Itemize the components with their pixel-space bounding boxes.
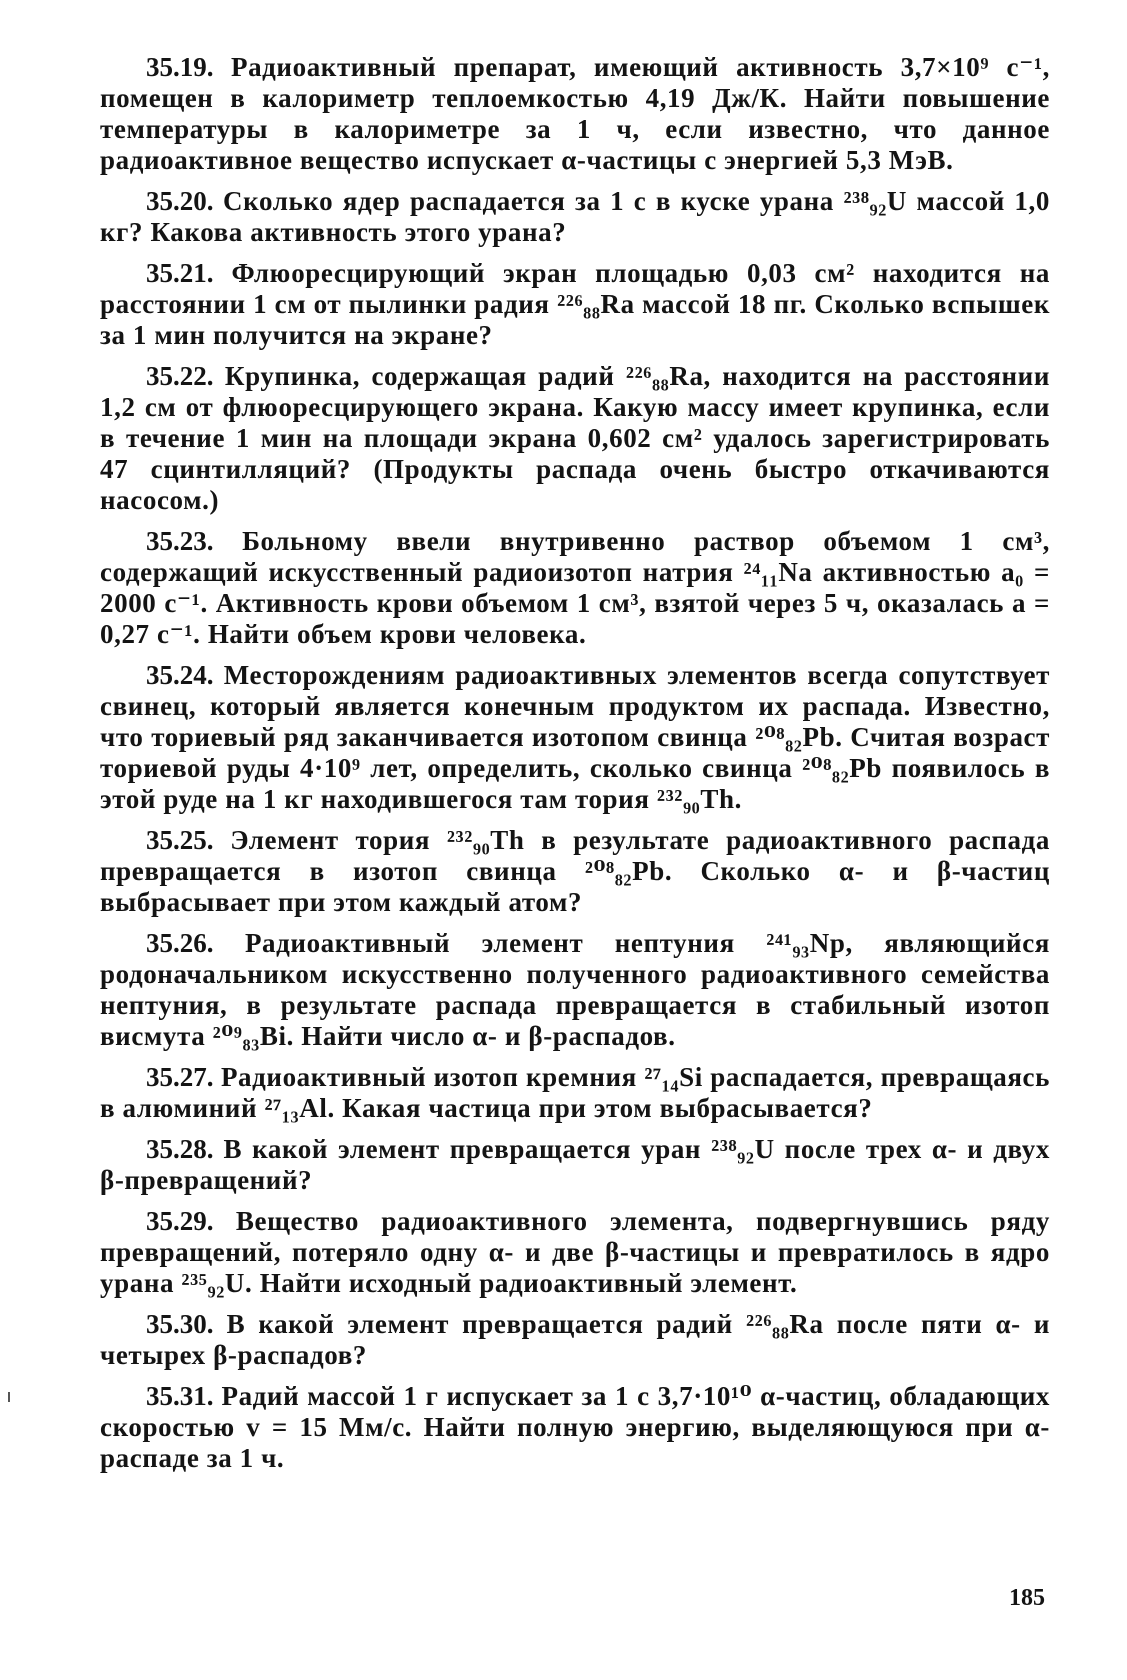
problem-text: Флюоресцирующий экран площадью 0,03 см² находится на расстоянии 1 см от пылинки радия ²²⁶₈₈Ra массой 18 пг. Сколько вспышек за 1 мин получится на экране?: [100, 258, 1050, 350]
problem-35-21: [100, 258, 1050, 351]
problem-number: 35.25.: [146, 825, 214, 855]
problem-number: 35.28.: [146, 1134, 214, 1164]
problem-35-26: [100, 928, 1050, 1052]
problem-35-24: [100, 660, 1050, 815]
problem-35-19: [100, 52, 1050, 176]
problem-35-31: [100, 1381, 1050, 1474]
problem-35-23: [100, 526, 1050, 650]
problem-35-29: [100, 1206, 1050, 1299]
problem-text: В какой элемент превращается радий ²²⁶₈₈Ra после пяти α- и четырех β-распадов?: [100, 1309, 1050, 1370]
problem-text: Больному ввели внутривенно раствор объемом 1 см³, содержащий искусственный радиоизотоп натрия ²⁴₁₁Na активностью a₀ = 2000 с⁻¹. Активность крови объемом 1 см³, взятой через 5 ч, оказалась a = 0,27 с⁻¹. Найти объем крови человека.: [100, 526, 1050, 649]
problem-text: Радий массой 1 г испускает за 1 с 3,7·10¹⁰ α-частиц, обладающих скоростью v = 15 Мм/с. Найти полную энергию, выделяющуюся при α-распаде за 1 ч.: [100, 1381, 1050, 1473]
problem-number: 35.21.: [146, 258, 214, 288]
problem-text: Сколько ядер распадается за 1 с в куске урана ²³⁸₉₂U массой 1,0 кг? Какова активность этого урана?: [100, 186, 1050, 247]
problem-number: 35.19.: [146, 52, 214, 82]
problem-text: Радиоактивный элемент нептуния ²⁴¹₉₃Np, являющийся родоначальником искусственно полученного радиоактивного семейства нептуния, в результате распада превращается в стабильный изотоп висмута ²⁰⁹₈₃Bi. Найти число α- и β-распадов.: [100, 928, 1050, 1051]
problem-number: 35.27.: [146, 1062, 214, 1092]
problem-number: 35.24.: [146, 660, 214, 690]
problem-35-28: [100, 1134, 1050, 1196]
problem-text: Элемент тория ²³²₉₀Th в результате радиоактивного распада превращается в изотоп свинца ²⁰⁸₈₂Pb. Сколько α- и β-частиц выбрасывает при этом каждый атом?: [100, 825, 1050, 917]
problem-text: В какой элемент превращается уран ²³⁸₉₂U после трех α- и двух β-превращений?: [100, 1134, 1050, 1195]
problem-number: 35.22.: [146, 361, 214, 391]
problem-number: 35.30.: [146, 1309, 214, 1339]
page-number: 185: [1009, 1585, 1045, 1611]
problem-35-27: [100, 1062, 1050, 1124]
margin-mark: [8, 1392, 10, 1402]
problem-number: 35.26.: [146, 928, 214, 958]
problem-text: Радиоактивный препарат, имеющий активность 3,7×10⁹ с⁻¹, помещен в калориметр теплоемкостью 4,19 Дж/К. Найти повышение температуры в калориметре за 1 ч, если известно, что данное радиоактивное вещество испускает α-частицы с энергией 5,3 МэВ.: [100, 52, 1050, 175]
problem-text: Вещество радиоактивного элемента, подвергнувшись ряду превращений, потеряло одну α- и две β-частицы и превратилось в ядро урана ²³⁵₉₂U. Найти исходный радиоактивный элемент.: [100, 1206, 1050, 1298]
problem-35-20: [100, 186, 1050, 248]
problem-35-30: [100, 1309, 1050, 1371]
problem-text: Месторождениям радиоактивных элементов всегда сопутствует свинец, который является конечным продуктом их распада. Известно, что ториевый ряд заканчивается изотопом свинца ²⁰⁸₈₂Pb. Считая возраст ториевой руды 4·10⁹ лет, определить, сколько свинца ²⁰⁸₈₂Pb появилось в этой руде на 1 кг находившегося там тория ²³²₉₀Th.: [100, 660, 1050, 814]
problem-number: 35.20.: [146, 186, 214, 216]
problem-text: Радиоактивный изотоп кремния ²⁷₁₄Si распадается, превращаясь в алюминий ²⁷₁₃Al. Какая частица при этом выбрасывается?: [100, 1062, 1050, 1123]
problem-35-22: [100, 361, 1050, 516]
problem-number: 35.31.: [146, 1381, 214, 1411]
problem-number: 35.23.: [146, 526, 214, 556]
problem-35-25: [100, 825, 1050, 918]
problem-text: Крупинка, содержащая радий ²²⁶₈₈Ra, находится на расстоянии 1,2 см от флюоресцирующего экрана. Какую массу имеет крупинка, если в течение 1 мин на площади экрана 0,602 см² удалось зарегистрировать 47 сцинтилляций? (Продукты распада очень быстро откачиваются насосом.): [100, 361, 1050, 515]
problem-list: [100, 52, 1050, 1484]
problem-number: 35.29.: [146, 1206, 214, 1236]
